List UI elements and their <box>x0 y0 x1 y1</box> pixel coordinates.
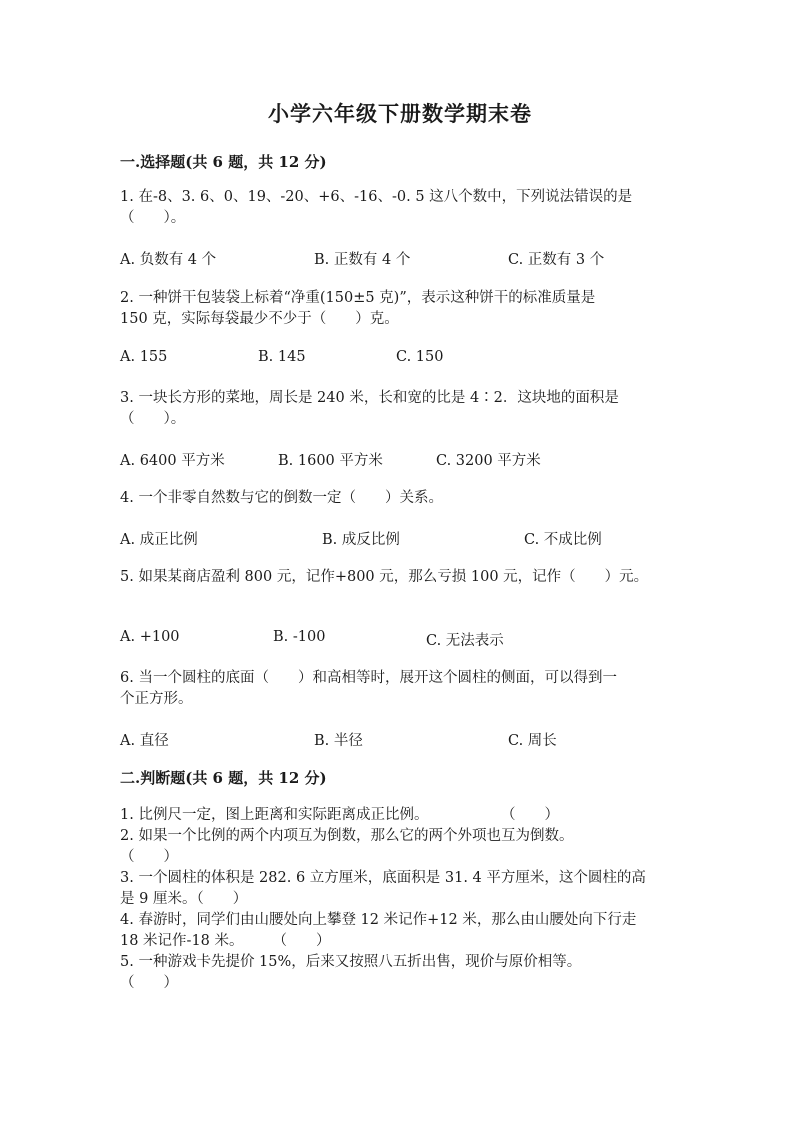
judgment-list <box>120 805 680 994</box>
question-4 <box>120 488 680 509</box>
section-heading-judgment: 二.判断题(共 6 题，共 12 分) <box>120 769 327 787</box>
option-c: C. 周长 <box>508 733 557 749</box>
question-text-cont: 个正方形。 <box>120 691 193 707</box>
judgment-item-2 <box>120 826 680 868</box>
option-a: A. 6400 平方米 <box>120 453 225 469</box>
option-a: A. 155 <box>120 349 168 365</box>
option-c: C. 无法表示 <box>426 633 504 649</box>
judgment-text: 2. 如果一个比例的两个内项互为倒数，那么它的两个外项也互为倒数。 <box>120 828 574 844</box>
judgment-item-1 <box>120 805 680 826</box>
page-title: 小学六年级下册数学期末卷 <box>268 101 532 126</box>
option-b: B. 1600 平方米 <box>278 453 383 469</box>
options-3 <box>120 449 680 471</box>
question-text: 1. 在-8、3. 6、0、19、-20、+6、-16、-0. 5 这八个数中，下列说法错误的是 <box>120 189 633 205</box>
option-b: B. 半径 <box>314 733 363 749</box>
option-c: C. 不成比例 <box>524 532 602 548</box>
judgment-text-cont: （ ） <box>120 975 178 991</box>
option-b: B. 正数有 4 个 <box>314 252 411 268</box>
judgment-text: 3. 一个圆柱的体积是 282. 6 立方厘米，底面积是 31. 4 平方厘米，这个圆柱的高 <box>120 870 646 886</box>
options-1 <box>120 248 680 270</box>
question-text: 3. 一块长方形的菜地，周长是 240 米，长和宽的比是 4∶2．这块地的面积是 <box>120 390 619 406</box>
option-b: B. 145 <box>258 349 306 365</box>
option-a: A. +100 <box>120 629 180 645</box>
judgment-text-cont: （ ） <box>120 849 178 865</box>
option-b: B. 成反比例 <box>322 532 400 548</box>
question-text: 2. 一种饼干包装袋上标着“净重(150±5 克)”，表示这种饼干的标准质量是 <box>120 290 596 306</box>
judgment-item-4 <box>120 910 680 952</box>
question-text-cont: （ ）。 <box>120 411 186 427</box>
option-a: A. 直径 <box>120 733 169 749</box>
option-c: C. 正数有 3 个 <box>508 252 605 268</box>
question-5 <box>120 567 680 588</box>
question-2 <box>120 288 680 330</box>
question-text-cont: （ ）。 <box>120 210 186 226</box>
question-3 <box>120 388 680 430</box>
judgment-text-cont: 是 9 厘米。（ ） <box>120 891 248 907</box>
section-heading-choice: 一.选择题(共 6 题，共 12 分) <box>120 153 327 171</box>
option-c: C. 3200 平方米 <box>436 453 541 469</box>
options-5 <box>120 629 680 651</box>
question-1 <box>120 187 680 229</box>
option-a: A. 负数有 4 个 <box>120 252 217 268</box>
option-b: B. -100 <box>273 629 326 645</box>
question-text-cont: 150 克，实际每袋最少不少于（ ）克。 <box>120 311 399 327</box>
question-text: 5. 如果某商店盈利 800 元，记作+800 元，那么亏损 100 元，记作（ ）元。 <box>120 569 649 585</box>
judgment-text: 1. 比例尺一定，图上距离和实际距离成正比例。 （ ） <box>120 807 559 823</box>
option-a: A. 成正比例 <box>120 532 198 548</box>
judgment-text: 4. 春游时，同学们由山腰处向上攀登 12 米记作+12 米，那么由山腰处向下行走 <box>120 912 637 928</box>
judgment-text: 5. 一种游戏卡先提价 15%，后来又按照八五折出售，现价与原价相等。 <box>120 954 582 970</box>
judgment-item-3 <box>120 868 680 910</box>
options-4 <box>120 528 680 550</box>
question-6 <box>120 668 680 710</box>
judgment-text-cont: 18 米记作-18 米。 （ ） <box>120 933 331 949</box>
option-c: C. 150 <box>396 349 444 365</box>
question-text: 6. 当一个圆柱的底面（ ）和高相等时，展开这个圆柱的侧面，可以得到一 <box>120 670 617 686</box>
options-2 <box>120 349 680 371</box>
options-6 <box>120 729 680 751</box>
judgment-item-5 <box>120 952 680 994</box>
question-text: 4. 一个非零自然数与它的倒数一定（ ）关系。 <box>120 490 443 506</box>
